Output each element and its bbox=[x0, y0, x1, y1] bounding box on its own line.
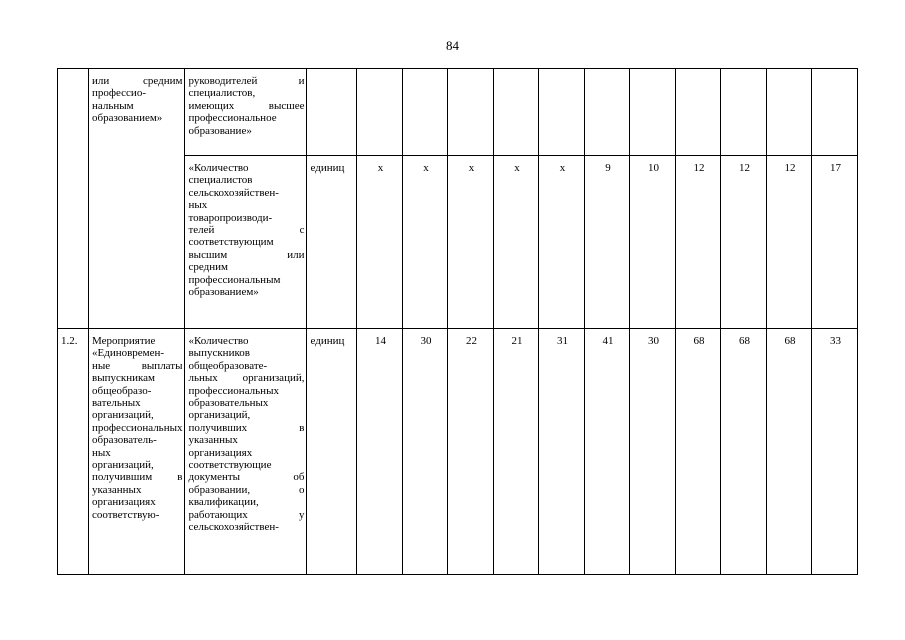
indicator_lines-line: образование» bbox=[188, 124, 252, 137]
value-cell: 30 bbox=[630, 329, 676, 575]
unit-cell bbox=[307, 69, 357, 156]
indicator_lines-line: получивших в bbox=[188, 421, 305, 434]
indicators-table bbox=[57, 68, 858, 575]
value-cell: х bbox=[357, 156, 403, 329]
value-cell: 10 bbox=[630, 156, 676, 329]
measure_lines-line: соответствую- bbox=[92, 508, 160, 521]
indicator_lines-line: выпускников bbox=[188, 347, 250, 360]
value-cell: х bbox=[448, 156, 494, 329]
value-cell: 21 bbox=[494, 329, 539, 575]
measure-cell bbox=[89, 329, 185, 575]
measure_lines-line: ные выплаты bbox=[92, 359, 183, 372]
indicator_lines-line: профессиональным bbox=[188, 273, 281, 286]
indicator-cell bbox=[185, 156, 307, 329]
measure_lines-line: нальным bbox=[92, 99, 134, 112]
indicator_lines-line: профессиональных bbox=[188, 384, 279, 397]
measure_lines-line: общеобразо- bbox=[92, 384, 152, 397]
value-cell bbox=[630, 69, 676, 156]
indicator_lines-line: средним bbox=[188, 261, 228, 274]
value-cell: 31 bbox=[539, 329, 585, 575]
indicator_lines-line: профессиональное bbox=[188, 112, 277, 125]
indicator_lines-line: указанных bbox=[188, 434, 238, 447]
value-cell bbox=[676, 69, 721, 156]
indicator_lines-line: «Количество bbox=[188, 162, 249, 174]
value-cell: 33 bbox=[812, 329, 858, 575]
indicator_lines-line: организациях bbox=[188, 446, 253, 459]
value-cell: х bbox=[539, 156, 585, 329]
value-cell: 68 bbox=[676, 329, 721, 575]
value-cell bbox=[721, 69, 767, 156]
value-cell: 17 bbox=[812, 156, 858, 329]
measure_lines-line: ных bbox=[92, 446, 111, 459]
measure-cell bbox=[89, 69, 185, 329]
indicator_lines-line: образованием» bbox=[188, 286, 259, 299]
indicator_lines-line: работающих у bbox=[188, 508, 305, 521]
measure_lines-line: выпускникам bbox=[92, 372, 155, 385]
indicator_lines-line: телей с bbox=[188, 224, 305, 237]
indicator_lines-line: общеобразовате- bbox=[188, 359, 268, 372]
measure_lines-line: организаций, bbox=[92, 459, 154, 472]
indicator_lines-line: квалификации, bbox=[188, 496, 259, 509]
measure_lines-line: указанных bbox=[92, 483, 142, 496]
row-number-cell bbox=[58, 69, 89, 329]
value-cell bbox=[767, 69, 812, 156]
value-cell bbox=[539, 69, 585, 156]
value-cell: 9 bbox=[585, 156, 630, 329]
indicator-cell bbox=[185, 69, 307, 156]
measure_lines-line: получившим в bbox=[92, 471, 183, 484]
indicator_lines-line: сельскохозяйствен- bbox=[188, 186, 279, 199]
indicator_lines-line: высшим или bbox=[188, 248, 305, 261]
value-cell: 22 bbox=[448, 329, 494, 575]
indicator_lines-line: образовании, о bbox=[188, 483, 305, 496]
value-cell bbox=[448, 69, 494, 156]
measure_lines-line: «Единовремен- bbox=[92, 347, 165, 360]
value-cell: 14 bbox=[357, 329, 403, 575]
value-cell bbox=[812, 69, 858, 156]
indicator_lines-line: имеющих высшее bbox=[188, 99, 305, 112]
indicator_lines-line: соответствующим bbox=[188, 236, 274, 249]
value-cell: 68 bbox=[721, 329, 767, 575]
measure_lines-line: или средним bbox=[92, 75, 183, 87]
measure_lines-line: организациях bbox=[92, 496, 156, 509]
indicator_lines-line: «Количество bbox=[188, 335, 249, 347]
indicator_lines-line: специалистов, bbox=[188, 87, 256, 100]
indicator_lines-line: образовательных bbox=[188, 397, 269, 410]
value-cell: х bbox=[494, 156, 539, 329]
indicator_lines-line: товаропроизводи- bbox=[188, 211, 273, 224]
indicator_lines-line: руководителей и bbox=[188, 75, 305, 87]
value-cell: 30 bbox=[403, 329, 448, 575]
table-row bbox=[58, 69, 858, 156]
page-number: 84 bbox=[446, 38, 459, 53]
value-cell bbox=[357, 69, 403, 156]
value-cell bbox=[494, 69, 539, 156]
table-row bbox=[58, 329, 858, 575]
indicator_lines-line: ных bbox=[188, 199, 208, 212]
indicator_lines-line: соответствующие bbox=[188, 459, 272, 472]
value-cell: 12 bbox=[676, 156, 721, 329]
value-cell: х bbox=[403, 156, 448, 329]
indicator_lines-line: документы об bbox=[188, 471, 305, 484]
value-cell: 41 bbox=[585, 329, 630, 575]
measure_lines-line: Мероприятие bbox=[92, 335, 156, 347]
measure_lines-line: организаций, bbox=[92, 409, 154, 422]
value-cell: 12 bbox=[767, 156, 812, 329]
measure_lines-line: вательных bbox=[92, 397, 141, 410]
measure_lines-line: образованием» bbox=[92, 112, 163, 125]
measure_lines-line: профессио- bbox=[92, 87, 146, 100]
row-number-cell: 1.2. bbox=[58, 329, 89, 575]
value-cell bbox=[585, 69, 630, 156]
value-cell bbox=[403, 69, 448, 156]
indicator_lines-line: сельскохозяйствен- bbox=[188, 521, 279, 534]
value-cell: 68 bbox=[767, 329, 812, 575]
value-cell: 12 bbox=[721, 156, 767, 329]
measure_lines-line: профессиональных bbox=[92, 421, 183, 434]
indicator_lines-line: льных организаций, bbox=[188, 372, 305, 385]
unit-cell: единиц bbox=[307, 156, 357, 329]
unit-cell: единиц bbox=[307, 329, 357, 575]
indicator-cell bbox=[185, 329, 307, 575]
indicator_lines-line: организаций, bbox=[188, 409, 251, 422]
measure_lines-line: образователь- bbox=[92, 434, 157, 447]
indicator_lines-line: специалистов bbox=[188, 174, 253, 187]
